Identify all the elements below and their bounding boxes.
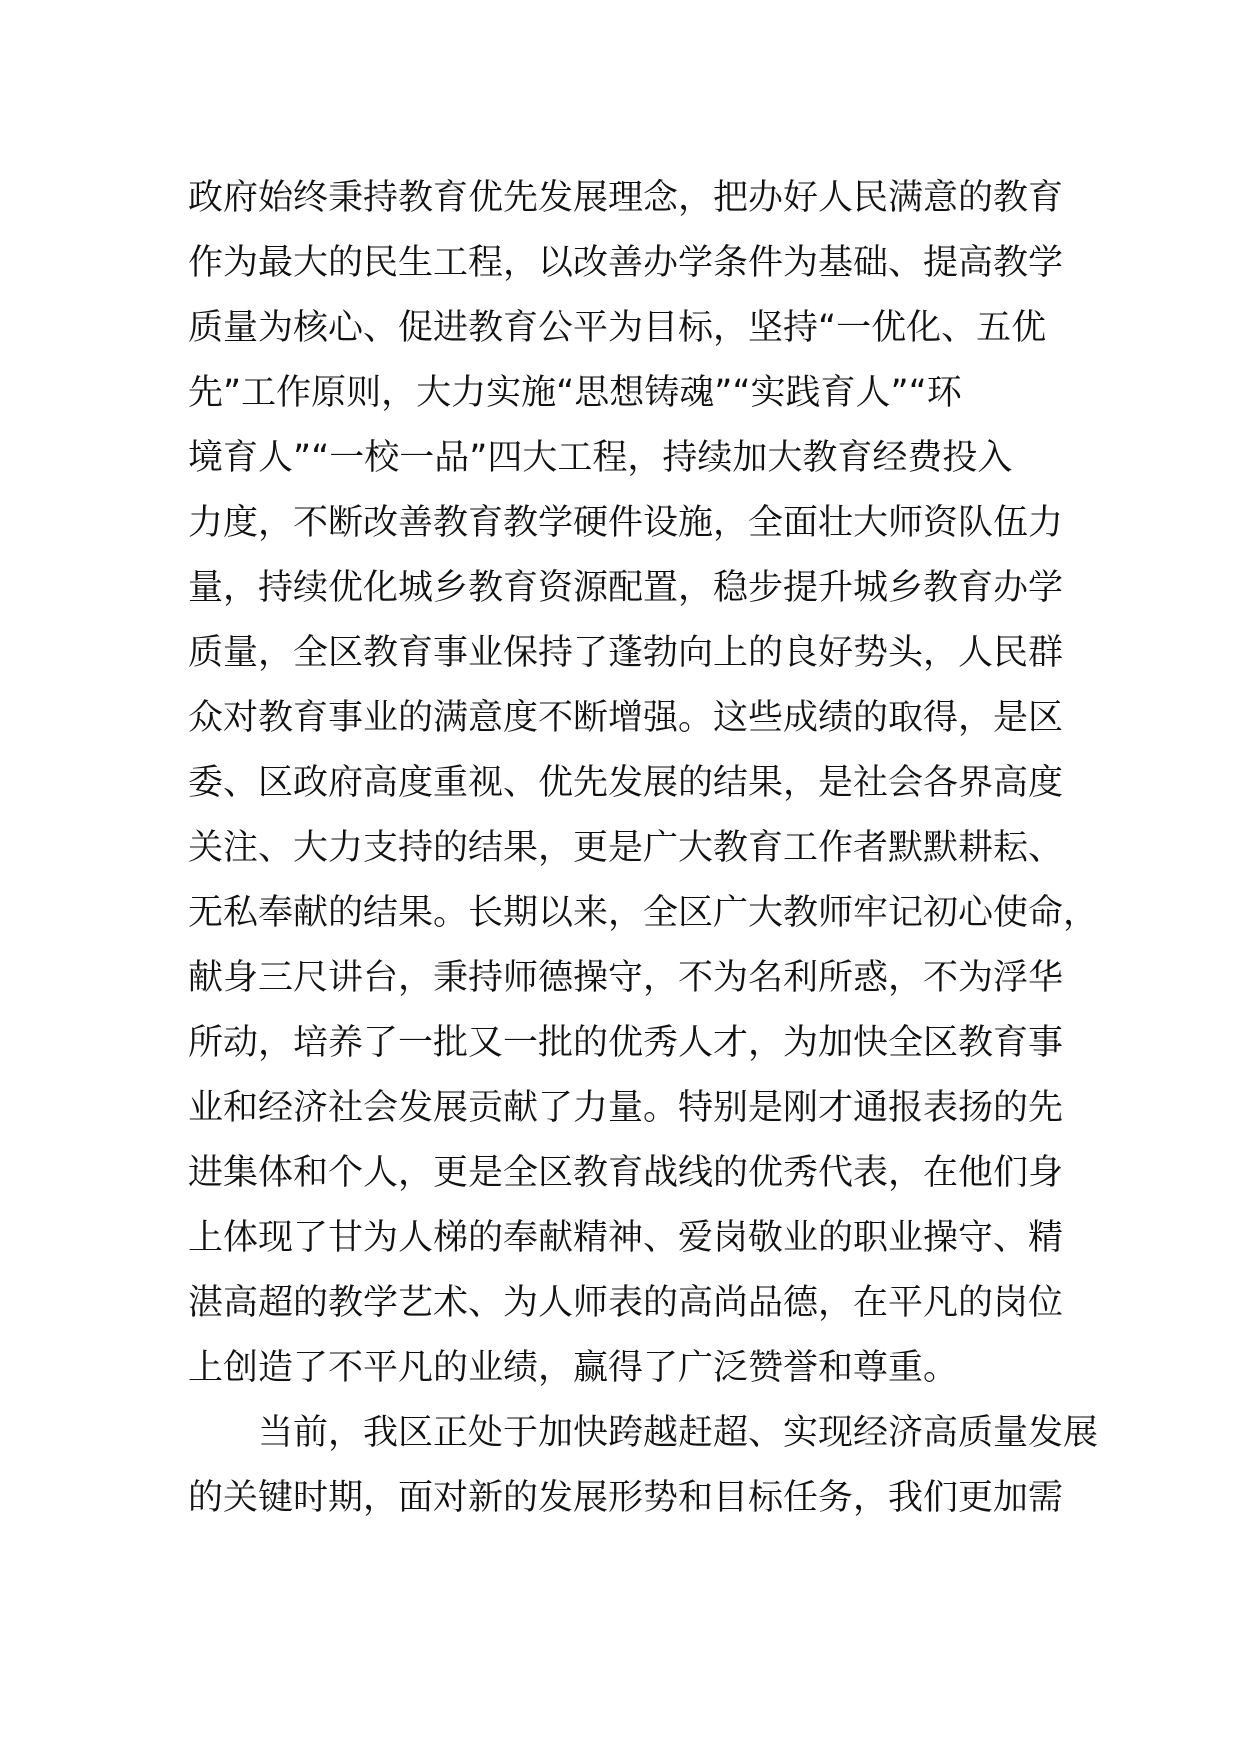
text-line: 力度，不断改善教育教学硬件设施，全面壮大师资队伍力 [188, 503, 1064, 543]
text-line: 委、区政府高度重视、优先发展的结果，是社会各界高度 [188, 763, 1064, 803]
paragraph-start-line: 当前，我区正处于加快跨越赶超、实现经济高质量发展 [188, 1413, 1099, 1453]
text-line: 关注、大力支持的结果，更是广大教育工作者默默耕耘、 [188, 828, 1064, 868]
text-line: 献身三尺讲台，秉持师德操守，不为名利所惑，不为浮华 [188, 958, 1064, 998]
text-line: 上体现了甘为人梯的奉献精神、爱岗敬业的职业操守、精 [188, 1218, 1064, 1258]
text-line: 的关键时期，面对新的发展形势和目标任务，我们更加需 [188, 1478, 1064, 1518]
text-line: 政府始终秉持教育优先发展理念，把办好人民满意的教育 [188, 178, 1064, 218]
body-text [188, 166, 1099, 1531]
text-line: 先”工作原则，大力实施“思想铸魂”“实践育人”“环 [188, 373, 962, 413]
text-line: 境育人”“一校一品”四大工程，持续加大教育经费投入 [188, 438, 1013, 478]
text-line: 所动，培养了一批又一批的优秀人才，为加快全区教育事 [188, 1023, 1064, 1063]
text-line: 业和经济社会发展贡献了力量。特别是刚才通报表扬的先 [188, 1088, 1064, 1128]
text-line: 上创造了不平凡的业绩，赢得了广泛赞誉和尊重。 [188, 1348, 959, 1388]
text-line: 作为最大的民生工程，以改善办学条件为基础、提高教学 [188, 243, 1064, 283]
text-line: 湛高超的教学艺术、为人师表的高尚品德，在平凡的岗位 [188, 1283, 1064, 1323]
text-line: 进集体和个人，更是全区教育战线的优秀代表，在他们身 [188, 1153, 1064, 1193]
text-line: 质量，全区教育事业保持了蓬勃向上的良好势头，人民群 [188, 633, 1064, 673]
text-line: 量，持续优化城乡教育资源配置，稳步提升城乡教育办学 [188, 568, 1064, 608]
text-line: 质量为核心、促进教育公平为目标，坚持“一优化、五优 [188, 308, 1047, 348]
text-line: 众对教育事业的满意度不断增强。这些成绩的取得，是区 [188, 698, 1064, 738]
text-line: 无私奉献的结果。长期以来，全区广大教师牢记初心使命， [188, 893, 1099, 933]
